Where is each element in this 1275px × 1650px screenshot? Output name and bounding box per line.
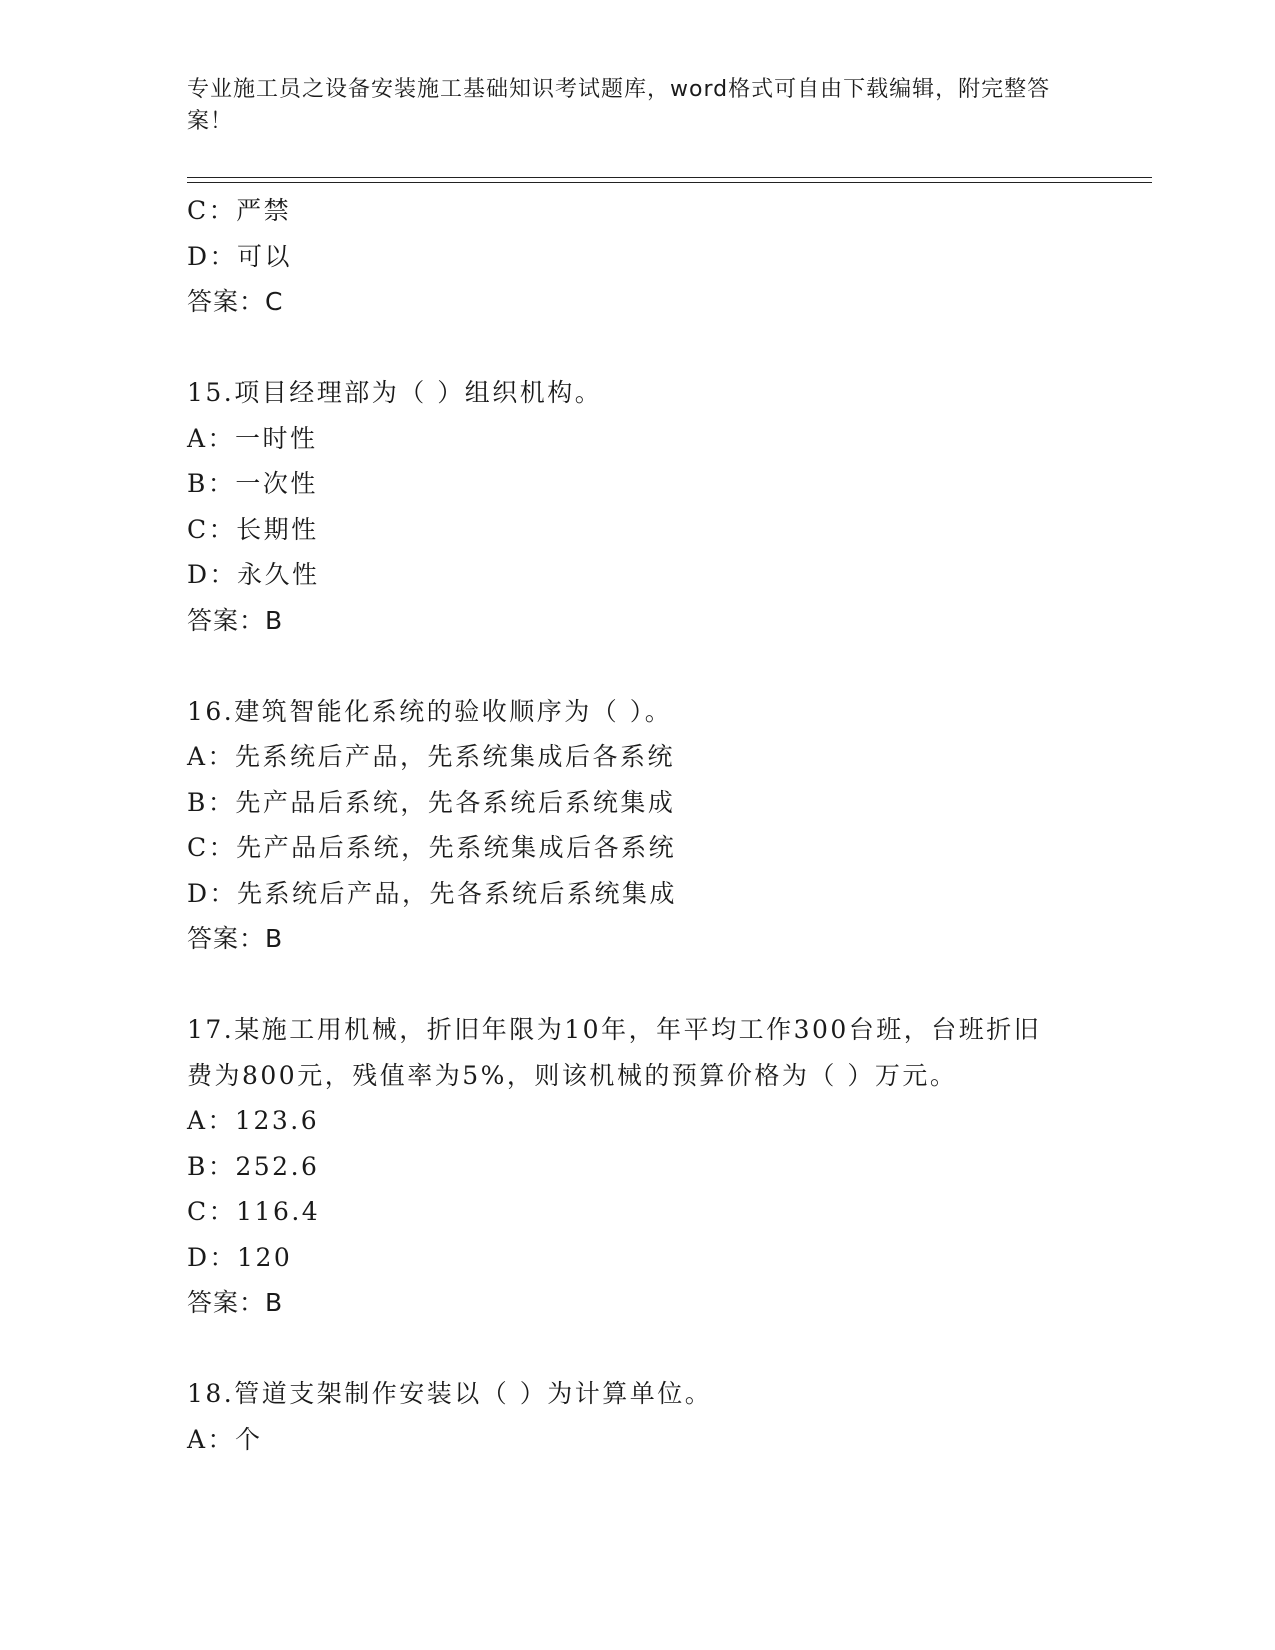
- answer: 答案：B: [187, 924, 284, 953]
- question-text: 18.管道支架制作安装以（ ）为计算单位。: [187, 1379, 713, 1408]
- question-text: 17.某施工用机械，折旧年限为10年，年平均工作300台班，台班折旧费为800元，残值率为5%，则该机械的预算价格为（ ）万元。: [187, 1015, 1042, 1090]
- option-c: C：严禁: [187, 196, 292, 225]
- option-d: D：120: [187, 1242, 293, 1272]
- document-header: 专业施工员之设备安装施工基础知识考试题库，word格式可自由下载编辑，附完整答案！: [187, 77, 1051, 134]
- option-d: D：先系统后产品，先各系统后系统集成: [187, 878, 678, 908]
- option-a: A：一时性: [187, 423, 318, 453]
- question-block-15: [187, 370, 1087, 643]
- option-a: A：先系统后产品，先系统集成后各系统: [187, 742, 676, 771]
- question-block-16: [187, 689, 1087, 962]
- option-d: D：永久性: [187, 560, 320, 589]
- option-b: B：先产品后系统，先各系统后系统集成: [187, 787, 676, 817]
- question-block-17: [187, 1007, 1087, 1326]
- answer: 答案：C: [187, 287, 284, 316]
- option-d: D：可以: [187, 241, 293, 271]
- header-divider-top: [187, 177, 1152, 178]
- question-block-18: [187, 1371, 1087, 1462]
- question-text: 16.建筑智能化系统的验收顺序为（ ）。: [187, 696, 673, 726]
- option-b: B：252.6: [187, 1151, 320, 1181]
- option-c: C：先产品后系统，先系统集成后各系统: [187, 833, 677, 862]
- question-text: 15.项目经理部为（ ）组织机构。: [187, 378, 603, 407]
- option-a: A：123.6: [187, 1106, 320, 1135]
- answer: 答案：B: [187, 1288, 284, 1317]
- option-b: B：一次性: [187, 469, 318, 498]
- header-divider-bottom: [187, 182, 1152, 183]
- option-a: A：个: [187, 1424, 263, 1454]
- option-c: C：116.4: [187, 1197, 321, 1226]
- question-block-14: [187, 188, 1087, 325]
- answer: 答案：B: [187, 605, 284, 635]
- option-c: C：长期性: [187, 514, 319, 544]
- question-list: [187, 188, 1087, 1462]
